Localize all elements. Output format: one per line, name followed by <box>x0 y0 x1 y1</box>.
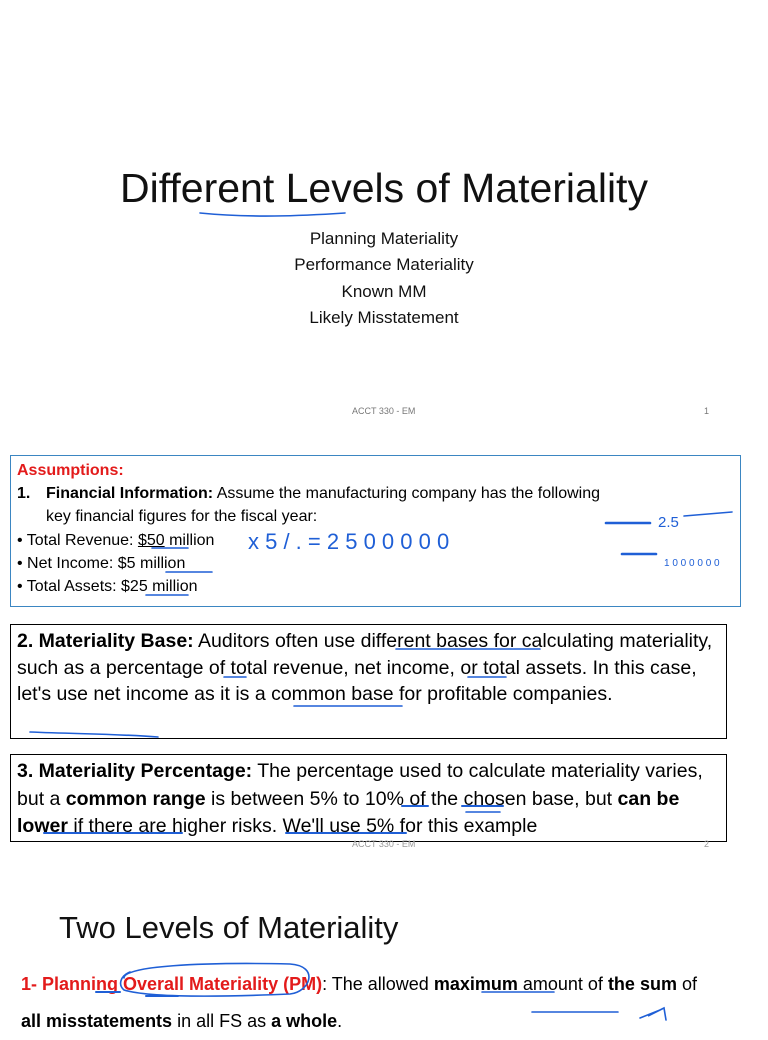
common-range: common range <box>65 787 206 810</box>
list-item: Performance Materiality <box>294 255 474 275</box>
slide-title: Different Levels of Materiality <box>120 165 648 211</box>
materiality-list <box>0 226 768 331</box>
pm-definition: 1- Planning Overall Materiality (PM): The allowed maximum amount of the sum of all misstatements in all FS as a whole. <box>21 974 697 1031</box>
assets-line: • Total Assets: $25 million <box>17 578 198 596</box>
ink-note: 2.5 <box>658 514 679 531</box>
ink-note: 1 0 0 0 0 0 0 <box>664 558 720 569</box>
slide-footer: ACCT 330 - EM <box>352 406 416 416</box>
financial-info-label: Financial Information: <box>46 485 214 503</box>
can-be-lower: can be lower <box>17 787 680 837</box>
assumptions-box <box>10 455 741 607</box>
item-number: 1. <box>17 485 31 503</box>
slide-footer: ACCT 330 - EM <box>352 839 416 849</box>
assumptions-heading: Assumptions: <box>17 462 124 479</box>
page-number: 2 <box>704 839 710 849</box>
income-line: • Net Income: $5 million <box>17 554 186 572</box>
materiality-percentage-box: 3. Materiality Percentage: The percentage used to calculate materiality varies, but a common range is between 5% to 10% of the chosen base, but can be lower if there are higher risks. We'll use 5% for this example <box>10 754 727 842</box>
list-item: Known MM <box>341 281 427 301</box>
ink-calculation: x 5 / . = 2 5 0 0 0 0 0 <box>248 529 450 554</box>
base-label: 2. Materiality Base: <box>17 630 194 652</box>
list-item: Planning Materiality <box>309 229 459 248</box>
financial-info: 1. Financial Information: Assume the manufacturing company has the following <box>17 482 734 505</box>
list-item: Likely Misstatement <box>309 307 459 327</box>
materiality-base-box <box>10 624 727 739</box>
revenue-line: • Total Revenue: $50 million <box>17 531 215 549</box>
page-number: 1 <box>704 406 710 416</box>
pm-label: 1- Planning Overall Materiality (PM) <box>21 974 323 994</box>
financial-info-cont: key financial figures for the fiscal year: <box>46 508 318 526</box>
base-text: Auditors often use different bases for calculating materiality, such as a percentage of total revenue, net income, or total assets. In this case, let's use net income as it is a common base for profitable companies. <box>17 630 713 706</box>
section-heading: Two Levels of Materiality <box>59 910 399 945</box>
percentage-label: 3. Materiality Percentage: <box>17 760 253 782</box>
